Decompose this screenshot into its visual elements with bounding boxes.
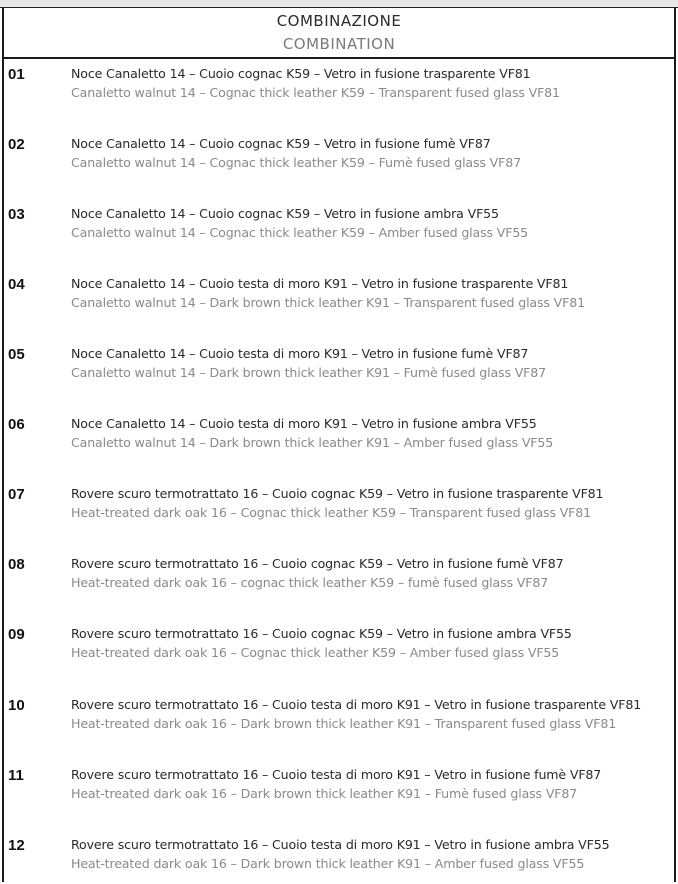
top-strip xyxy=(0,0,678,8)
row-text-en: Canaletto walnut 14 – Dark brown thick leather K91 – Fumè fused glass VF87 xyxy=(71,365,547,380)
row-text-it: Noce Canaletto 14 – Cuoio testa di moro K91 – Vetro in fusione fumè VF87 xyxy=(71,346,529,361)
row-text-it: Noce Canaletto 14 – Cuoio testa di moro K91 – Vetro in fusione ambra VF55 xyxy=(71,416,537,431)
row-number: 09 xyxy=(8,626,25,643)
row-text-it: Rovere scuro termotrattato 16 – Cuoio cognac K59 – Vetro in fusione ambra VF55 xyxy=(71,626,572,641)
row-number: 02 xyxy=(8,136,25,153)
header-title-en: COMBINATION xyxy=(282,35,396,53)
row-text-en: Canaletto walnut 14 – Dark brown thick leather K91 – Amber fused glass VF55 xyxy=(71,435,554,450)
row-text-it: Noce Canaletto 14 – Cuoio testa di moro K91 – Vetro in fusione trasparente VF81 xyxy=(71,276,569,291)
row-text-it: Noce Canaletto 14 – Cuoio cognac K59 – Vetro in fusione ambra VF55 xyxy=(71,206,499,221)
table-row xyxy=(0,276,678,316)
table-header xyxy=(4,8,674,59)
table-row xyxy=(0,837,678,877)
row-number: 03 xyxy=(8,206,25,223)
table-row xyxy=(0,416,678,456)
row-text-en: Heat-treated dark oak 16 – Cognac thick leather K59 – Amber fused glass VF55 xyxy=(71,645,560,660)
row-text-en: Canaletto walnut 14 – Cognac thick leather K59 – Transparent fused glass VF81 xyxy=(71,85,560,100)
row-text-en: Canaletto walnut 14 – Cognac thick leather K59 – Amber fused glass VF55 xyxy=(71,225,529,240)
header-title-it: COMBINAZIONE xyxy=(276,12,402,30)
row-number: 01 xyxy=(8,66,25,83)
row-text-it: Rovere scuro termotrattato 16 – Cuoio testa di moro K91 – Vetro in fusione trasparente VF81 xyxy=(71,697,642,712)
row-number: 12 xyxy=(8,837,25,854)
row-text-it: Rovere scuro termotrattato 16 – Cuoio cognac K59 – Vetro in fusione fumè VF87 xyxy=(71,556,564,571)
table-row xyxy=(0,486,678,526)
row-text-en: Heat-treated dark oak 16 – Cognac thick leather K59 – Transparent fused glass VF81 xyxy=(71,505,592,520)
row-number: 08 xyxy=(8,556,25,573)
row-text-it: Rovere scuro termotrattato 16 – Cuoio testa di moro K91 – Vetro in fusione ambra VF55 xyxy=(71,837,610,852)
table-row xyxy=(0,626,678,666)
row-text-en: Canaletto walnut 14 – Cognac thick leather K59 – Fumè fused glass VF87 xyxy=(71,155,521,170)
row-text-en: Heat-treated dark oak 16 – Dark brown thick leather K91 – Fumè fused glass VF87 xyxy=(71,786,578,801)
row-number: 11 xyxy=(8,767,24,784)
row-text-en: Canaletto walnut 14 – Dark brown thick leather K91 – Transparent fused glass VF81 xyxy=(71,295,585,310)
table-row xyxy=(0,767,678,807)
table-row xyxy=(0,206,678,246)
table-row xyxy=(0,346,678,386)
row-number: 10 xyxy=(8,697,25,714)
table-row xyxy=(0,556,678,596)
row-number: 05 xyxy=(8,346,25,363)
row-text-en: Heat-treated dark oak 16 – Dark brown thick leather K91 – Transparent fused glass VF81 xyxy=(71,716,617,731)
row-text-it: Noce Canaletto 14 – Cuoio cognac K59 – Vetro in fusione fumè VF87 xyxy=(71,136,491,151)
row-text-en: Heat-treated dark oak 16 – cognac thick leather K59 – fumè fused glass VF87 xyxy=(71,575,549,590)
table-row xyxy=(0,697,678,737)
row-text-it: Noce Canaletto 14 – Cuoio cognac K59 – Vetro in fusione trasparente VF81 xyxy=(71,66,531,81)
row-number: 06 xyxy=(8,416,25,433)
row-text-en: Heat-treated dark oak 16 – Dark brown thick leather K91 – Amber fused glass VF55 xyxy=(71,856,585,871)
row-number: 07 xyxy=(8,486,25,503)
row-text-it: Rovere scuro termotrattato 16 – Cuoio cognac K59 – Vetro in fusione trasparente VF81 xyxy=(71,486,604,501)
row-number: 04 xyxy=(8,276,25,293)
table-row xyxy=(0,66,678,106)
row-text-it: Rovere scuro termotrattato 16 – Cuoio testa di moro K91 – Vetro in fusione fumè VF87 xyxy=(71,767,602,782)
table-row xyxy=(0,136,678,176)
